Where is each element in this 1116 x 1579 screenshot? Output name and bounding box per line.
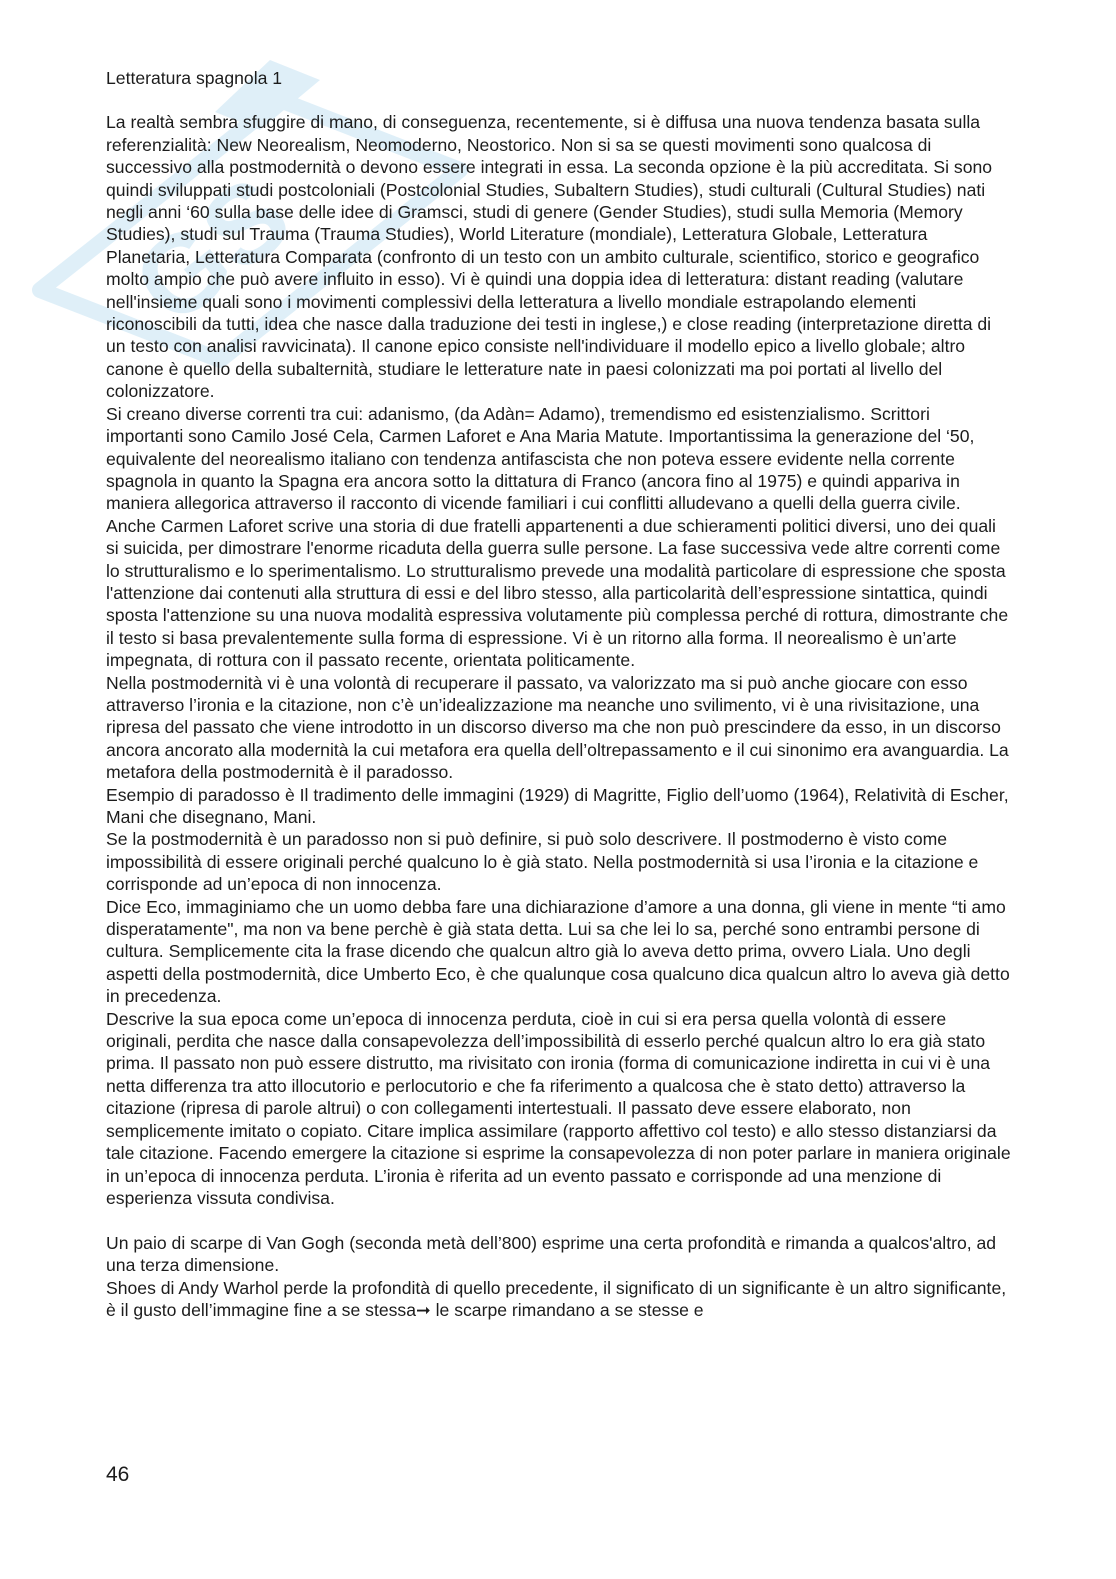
paragraph: Nella postmodernità vi è una volontà di recuperare il passato, va valorizzato ma si può anche giocare con esso attraverso l’ironia e la citazione, non c’è un’idealizzazione ma neanche uno svilimento, vi è una rivisitazione, una ripresa del passato che viene introdotto in un discorso diverso ma che non può prescindere da esso, in un discorso ancora ancorato alla modernità la cui metafora era quella dell’oltrepassamento e il cui sinonimo era avanguardia. La metafora della postmodernità è il paradosso. [106,672,1009,783]
svg-text:GS: GS [111,153,313,348]
paragraph: Un paio di scarpe di Van Gogh (seconda metà dell’800) esprime una certa profondità e rimanda a qualcos'altro, ad una terza dimensione. [106,1232,997,1276]
paragraph: La realtà sembra sfuggire di mano, di conseguenza, recentemente, si è diffusa una nuova tendenza basata sulla referenzialità: New Neorealism, Neomoderno, Neostorico. Non si sa se questi movimenti sono qualcosa di successivo alla postmodernità o devono essere integrati in essa. La seconda opzione è la più accreditata. Si sono quindi sviluppati studi postcoloniali (Postcolonial Studies, Subaltern Studies), studi culturali (Cultural Studies) nati negli anni ‘60 sulla base delle idee di Gramsci, studi di genere (Gender Studies), studi sulla Memoria (Memory Studies), studi sul Trauma (Trauma Studies), World Literature (mondiale), Letteratura Globale, Letteratura Planetaria, Letteratura Comparata (confronto di un testo con un ambito culturale, scientifico, storico e geografico molto ampio che può avere influito in esso). Vi è quindi una doppia idea di letteratura: distant reading (valutare nell'insieme quali sono i movimenti complessivi della letteratura a livello mondiale estrapolando elementi riconoscibili da tutti, idea che nasce dalla traduzione dei testi in inglese,) e close reading (interpretazione diretta di un testo con analisi ravvicinata). Il canone epico consiste nell'individuare il modello epico a livello globale; altro canone è quello della subalternità, studiare le letterature nate in paesi colonizzati ma poi portati al livello del colonizzatore. [106,112,993,402]
document-body [106,67,1011,1321]
document-title: Letteratura spagnola 1 [106,68,283,88]
paragraph: Si creano diverse correnti tra cui: adanismo, (da Adàn= Adamo), tremendismo ed esistenzialismo. Scrittori importanti sono Camilo José Cela, Carmen Laforet e Ana Maria Matute. Importantissima la generazione del ‘50, equivalente del neorealismo italiano con tendenza antifascista che non poteva essere evidente nella corrente spagnola in quanto la Spagna era ancora sotto la dittatura di Franco (ancora fino al 1975) e quindi appariva in maniera allegorica attraverso il racconto di vicende familiari i cui conflitti alludevano a quelli della guerra civile. Anche Carmen Laforet scrive una storia di due fratelli appartenenti a due schieramenti politici diversi, uno dei quali si suicida, per dimostrare l'enorme ricaduta della guerra sulle persone. La fase successiva vede altre correnti come lo strutturalismo e lo sperimentalismo. Lo strutturalismo prevede una modalità particolare di espressione che sposta l'attenzione dai contenuti alla struttura di essi e del libro stesso, alla particolarità dell’espressione sintattica, quindi sposta l'attenzione su una nuova modalità espressiva volutamente più complessa perché di rottura, dimostrante che il testo si basa prevalentemente sulla forma di espressione. Vi è un ritorno alla forma. Il neorealismo è un’arte impegnata, di rottura con il passato recente, orientata politicamente. [106,403,1009,671]
page-number: 46 [106,1463,130,1486]
paragraph: Esempio di paradosso è Il tradimento delle immagini (1929) di Magritte, Figlio dell’uomo (1964), Relatività di Escher, Mani che disegnano, Mani. [106,784,1009,827]
paragraph: Shoes di Andy Warhol perde la profondità di quello precedente, il significato di un significante è un altro significante, è il gusto dell’immagine fine a se stessa➞ le scarpe rimandano a se stesse e [106,1277,1007,1320]
paragraph: Dice Eco, immaginiamo che un uomo debba fare una dichiarazione d’amore a una donna, gli viene in mente “ti amo disperatamente", ma non va bene perchè è già stata detta. Lui sa che lei lo sa, perché sono entrambi persone di cultura. Semplicemente cita la frase dicendo che qualcun altro già lo aveva detto prima, ovvero Liala. Uno degli aspetti della postmodernità, dice Umberto Eco, è che qualunque cosa qualcuno dica qualcun altro lo aveva già detto in precedenza. [106,896,1010,1007]
paragraph: Se la postmodernità è un paradosso non si può definire, si può solo descrivere. Il postmoderno è visto come impossibilità di essere originali perché qualcuno lo è già stato. Nella postmodernità si usa l’ironia e la citazione e corrisponde ad un’epoca di non innocenza. [106,829,979,895]
paragraph: Descrive la sua epoca come un’epoca di innocenza perduta, cioè in cui si era persa quella volontà di essere originali, perdita che nasce dalla consapevolezza dell’impossibilità di esserlo perché qualcun altro lo era già stato prima. Il passato non può essere distrutto, ma rivisitato con ironia (forma di comunicazione indiretta in cui vi è una netta differenza tra atto illocutorio e perlocutorio e che fa riferimento a qualcosa che è stato detto) attraverso la citazione (ripresa di parole altrui) o con collegamenti intertestuali. Il passato deve essere elaborato, non semplicemente imitato o copiato. Citare implica assimilare (rapporto affettivo col testo) e allo stesso distanziarsi da tale citazione. Facendo emergere la citazione si esprime la consapevolezza di non poter parlare in maniera originale in un’epoca di innocenza perduta. L’ironia è riferita ad un evento passato e corrisponde ad una menzione di esperienza vissuta condivisa. [106,1008,1011,1208]
